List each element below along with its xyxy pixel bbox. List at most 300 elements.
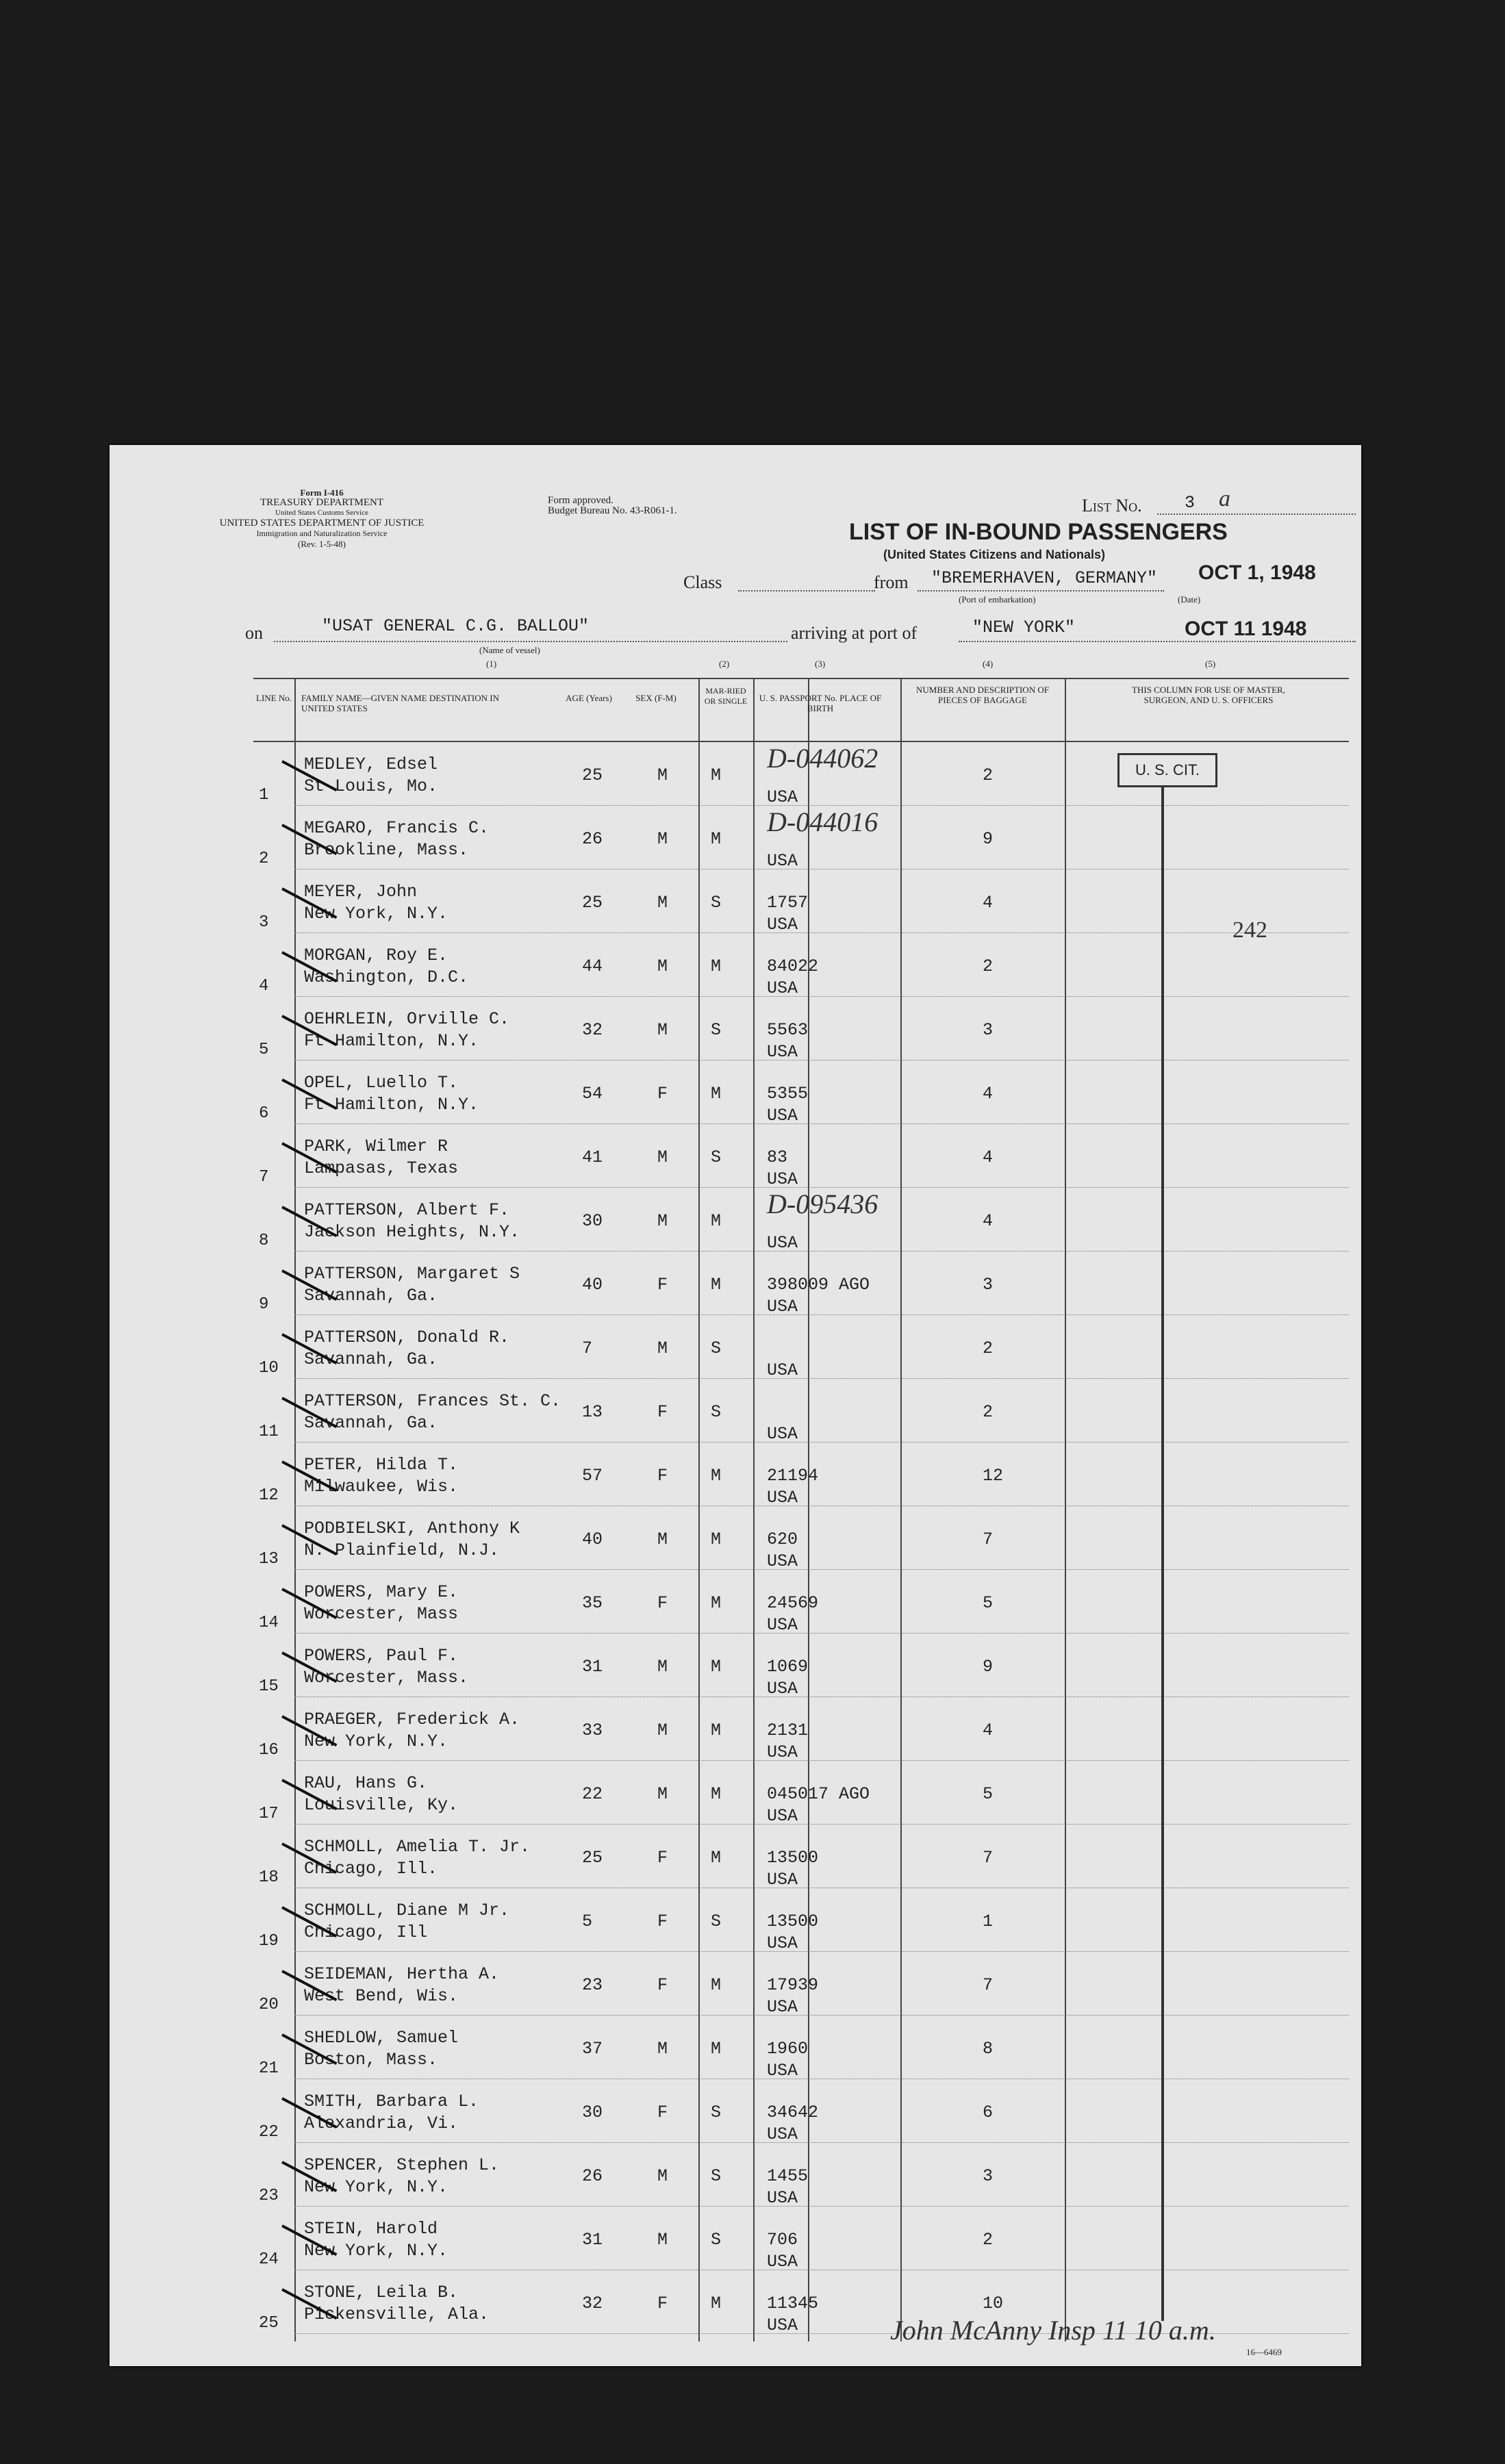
line-number: 18	[259, 1868, 279, 1887]
sex: M	[657, 765, 668, 785]
table-row	[110, 1447, 1306, 1510]
family-name: PATTERSON, Frances St. C.	[304, 1391, 561, 1411]
table-row	[110, 1510, 1306, 1574]
baggage-count: 2	[983, 2230, 994, 2250]
age: 13	[582, 1402, 603, 1422]
row-dotted-rule	[294, 932, 1349, 933]
marital-status: M	[711, 1084, 722, 1104]
sex: F	[657, 1084, 668, 1104]
line-number: 13	[259, 1550, 279, 1568]
line-number: 2	[259, 850, 269, 868]
marital-status: M	[711, 1848, 722, 1868]
age: 25	[582, 893, 603, 913]
age: 54	[582, 1084, 603, 1104]
line-number: 6	[259, 1104, 269, 1123]
table-row	[110, 1892, 1306, 1956]
officer-vertical-mark	[1161, 787, 1164, 2321]
family-name: OPEL, Luello T.	[304, 1073, 459, 1093]
passport-number: 13500	[767, 1848, 819, 1868]
family-name: RAU, Hans G.	[304, 1773, 428, 1793]
passport-number: 21194	[767, 1466, 819, 1486]
family-name: SCHMOLL, Diane M Jr.	[304, 1901, 510, 1920]
place-of-birth: USA	[767, 1933, 798, 1953]
on-label: on	[245, 623, 263, 643]
baggage-count: 2	[983, 1338, 994, 1358]
baggage-count: 1	[983, 1911, 994, 1931]
age: 40	[582, 1529, 603, 1549]
place-of-birth: USA	[767, 1360, 798, 1380]
destination: Savannah, Ga.	[304, 1286, 438, 1306]
age: 25	[582, 765, 603, 785]
family-name: PATTERSON, Albert F.	[304, 1200, 510, 1220]
passport-number: 34642	[767, 2103, 819, 2122]
place-of-birth: USA	[767, 2061, 798, 2081]
place-of-birth: USA	[767, 1169, 798, 1189]
line-number: 3	[259, 913, 269, 932]
line-number: 1	[259, 786, 269, 804]
sex: F	[657, 1275, 668, 1295]
place-of-birth: USA	[767, 2188, 798, 2208]
marital-status: M	[711, 765, 722, 785]
marital-status: M	[711, 1275, 722, 1295]
family-name: MEYER, John	[304, 882, 418, 902]
marital-status: M	[711, 1211, 722, 1231]
place-of-birth: USA	[767, 1488, 798, 1508]
form-number: Form I-416	[300, 487, 344, 498]
row-dotted-rule	[294, 2015, 1349, 2016]
line-number: 20	[259, 1996, 279, 2014]
destination: Brookline, Mass.	[304, 840, 469, 860]
port-embark-caption: (Port of embarkation)	[959, 594, 1036, 605]
baggage-count: 5	[983, 1593, 994, 1613]
row-dotted-rule	[294, 1760, 1349, 1761]
table-row	[110, 937, 1306, 1001]
table-row	[110, 1065, 1306, 1128]
line-number: 7	[259, 1168, 269, 1186]
sex: M	[657, 829, 668, 849]
table-row	[110, 1829, 1306, 1892]
passport-number: 2131	[767, 1720, 809, 1740]
page-subtitle: (United States Citizens and Nationals)	[883, 548, 1106, 561]
family-name: PATTERSON, Donald R.	[304, 1328, 510, 1347]
baggage-count: 9	[983, 1657, 994, 1677]
line-number: 5	[259, 1041, 269, 1059]
table-row	[110, 1956, 1306, 2020]
col-num-5: (5)	[1205, 659, 1216, 669]
row-dotted-rule	[294, 996, 1349, 997]
table-row	[110, 806, 1306, 874]
table-row	[110, 1638, 1306, 1701]
family-name: SEIDEMAN, Hertha A.	[304, 1964, 500, 1984]
list-no-value: 3	[1185, 493, 1196, 513]
table-row	[110, 1256, 1306, 1319]
customs-service: United States Customs Service	[275, 509, 368, 517]
line-number: 12	[259, 1486, 279, 1505]
baggage-count: 4	[983, 1084, 994, 1104]
family-name: SHEDLOW, Samuel	[304, 2028, 459, 2048]
destination: New York, N.Y.	[304, 2241, 448, 2261]
marital-status: M	[711, 1784, 722, 1804]
baggage-count: 7	[983, 1975, 994, 1995]
line-number: 16	[259, 1741, 279, 1760]
destination: Lampasas, Texas	[304, 1158, 459, 1178]
marital-status: M	[711, 2039, 722, 2059]
treasury-department: TREASURY DEPARTMENT	[260, 497, 384, 508]
destination: New York, N.Y.	[304, 904, 448, 924]
destination: West Bend, Wis.	[304, 1986, 459, 2006]
baggage-count: 4	[983, 1147, 994, 1167]
marital-status: S	[711, 2166, 722, 2186]
marital-status: M	[711, 829, 722, 849]
destination: Washington, D.C.	[304, 967, 469, 987]
col-header-name: FAMILY NAME—GIVEN NAME DESTINATION IN UNITED STATES	[301, 693, 500, 713]
age: 23	[582, 1975, 603, 1995]
family-name: MEGARO, Francis C.	[304, 818, 490, 838]
sex: M	[657, 1784, 668, 1804]
destination: New York, N.Y.	[304, 1731, 448, 1751]
col-num-3: (3)	[815, 659, 826, 669]
line-number: 19	[259, 1932, 279, 1951]
family-name: SPENCER, Stephen L.	[304, 2155, 500, 2175]
family-name: PATTERSON, Margaret S	[304, 1264, 520, 1284]
sex: M	[657, 1529, 668, 1549]
age: 32	[582, 2294, 603, 2313]
sex: F	[657, 1975, 668, 1995]
baggage-count: 7	[983, 1529, 994, 1549]
age: 33	[582, 1720, 603, 1740]
form-approved: Form approved.	[548, 495, 614, 506]
place-of-birth: USA	[767, 851, 798, 871]
baggage-count: 12	[983, 1466, 1004, 1486]
place-of-birth: USA	[767, 978, 798, 998]
family-name: OEHRLEIN, Orville C.	[304, 1009, 510, 1029]
sex: M	[657, 1147, 668, 1167]
place-of-birth: USA	[767, 1106, 798, 1126]
destination: Savannah, Ga.	[304, 1349, 438, 1369]
age: 31	[582, 1657, 603, 1677]
handwritten-passport: D-095436	[767, 1189, 878, 1219]
age: 30	[582, 2103, 603, 2122]
revision-date: (Rev. 1-5-48)	[298, 539, 346, 549]
destination: Chicago, Ill.	[304, 1859, 438, 1879]
row-dotted-rule	[294, 1378, 1349, 1379]
table-row	[110, 2083, 1306, 2147]
col-header-married: MAR-RIED OR SINGLE	[704, 686, 748, 706]
sex: F	[657, 2294, 668, 2313]
baggage-count: 6	[983, 2103, 994, 2122]
age: 37	[582, 2039, 603, 2059]
table-row	[110, 2147, 1306, 2211]
marital-status: S	[711, 2103, 722, 2122]
destination: Worcester, Mass	[304, 1604, 459, 1624]
place-of-birth: USA	[767, 1042, 798, 1062]
age: 26	[582, 2166, 603, 2186]
table-row	[110, 874, 1306, 937]
col-header-officers: THIS COLUMN FOR USE OF MASTER, SURGEON, AND U. S. OFFICERS	[1132, 685, 1285, 705]
passport-number: 5563	[767, 1020, 809, 1040]
row-dotted-rule	[294, 1824, 1349, 1825]
col-num-1: (1)	[486, 659, 497, 669]
sex: M	[657, 1020, 668, 1040]
form-agency-block	[219, 487, 425, 549]
sex: F	[657, 1402, 668, 1422]
inspector-signature: John McAnny Insp 11 10 a.m.	[890, 2315, 1216, 2346]
passport-number: 17939	[767, 1975, 819, 1995]
marital-status: S	[711, 893, 722, 913]
marital-status: M	[711, 1657, 722, 1677]
marital-status: M	[711, 1466, 722, 1486]
table-row	[110, 1574, 1306, 1638]
age: 30	[582, 1211, 603, 1231]
destination: Chicago, Ill	[304, 1922, 428, 1942]
marital-status: M	[711, 1720, 722, 1740]
from-label: from	[874, 572, 909, 592]
marital-status: S	[711, 2230, 722, 2250]
baggage-count: 3	[983, 1275, 994, 1295]
marital-status: S	[711, 1402, 722, 1422]
col-header-line: LINE No.	[256, 693, 292, 703]
family-name: PRAEGER, Frederick A.	[304, 1710, 520, 1729]
passport-number: 1069	[767, 1657, 809, 1677]
baggage-count: 9	[983, 829, 994, 849]
line-number: 21	[259, 2059, 279, 2078]
place-of-birth: USA	[767, 1297, 798, 1317]
place-of-birth: USA	[767, 1424, 798, 1444]
place-of-birth: USA	[767, 1870, 798, 1890]
family-name: PETER, Hilda T.	[304, 1455, 459, 1475]
manifest-page	[110, 445, 1361, 2366]
table-row	[110, 2211, 1306, 2274]
table-row	[110, 1701, 1306, 1765]
line-number: 15	[259, 1677, 279, 1696]
place-of-birth: USA	[767, 787, 798, 807]
place-of-birth: USA	[767, 1997, 798, 2017]
family-name: SMITH, Barbara L.	[304, 2092, 479, 2111]
list-no-label: List No.	[1082, 496, 1142, 516]
family-name: PODBIELSKI, Anthony K	[304, 1519, 520, 1538]
family-name: POWERS, Paul F.	[304, 1646, 459, 1666]
age: 5	[582, 1911, 593, 1931]
marital-status: S	[711, 1911, 722, 1931]
baggage-count: 7	[983, 1848, 994, 1868]
marital-status: S	[711, 1020, 722, 1040]
family-name: MEDLEY, Edsel	[304, 754, 438, 774]
sex: M	[657, 2166, 668, 2186]
place-of-birth: USA	[767, 1806, 798, 1826]
table-row	[110, 1001, 1306, 1065]
line-number: 11	[259, 1423, 279, 1441]
line-number: 4	[259, 977, 269, 995]
passport-number: 84022	[767, 956, 819, 976]
date-caption: (Date)	[1178, 594, 1201, 605]
baggage-count: 4	[983, 1211, 994, 1231]
baggage-count: 10	[983, 2294, 1004, 2313]
sex: F	[657, 1466, 668, 1486]
age: 22	[582, 1784, 603, 1804]
immigration-service: Immigration and Naturalization Service	[256, 529, 388, 538]
family-name: STONE, Leila B.	[304, 2283, 459, 2302]
baggage-count: 2	[983, 765, 994, 785]
passport-number: 398009 AGO	[767, 1275, 870, 1295]
marital-status: M	[711, 956, 722, 976]
row-dotted-rule	[294, 1951, 1349, 1952]
passport-number: 83	[767, 1147, 788, 1167]
baggage-count: 4	[983, 1720, 994, 1740]
row-dotted-rule	[294, 2206, 1349, 2207]
family-name: MORGAN, Roy E.	[304, 945, 448, 965]
destination: Milwaukee, Wis.	[304, 1477, 459, 1497]
sex: F	[657, 2103, 668, 2122]
family-name: SCHMOLL, Amelia T. Jr.	[304, 1837, 531, 1857]
family-name: STEIN, Harold	[304, 2219, 438, 2239]
port-of-embarkation: "BREMERHAVEN, GERMANY"	[931, 568, 1158, 588]
place-of-birth: USA	[767, 1551, 798, 1571]
destination: N. Plainfield, N.J.	[304, 1540, 500, 1560]
sex: F	[657, 1911, 668, 1931]
age: 7	[582, 1338, 593, 1358]
age: 35	[582, 1593, 603, 1613]
marital-status: S	[711, 1147, 722, 1167]
destination: St Louis, Mo.	[304, 776, 438, 796]
table-row	[110, 1765, 1306, 1829]
family-name: POWERS, Mary E.	[304, 1582, 459, 1602]
row-dotted-rule	[294, 1314, 1349, 1315]
sex: M	[657, 1720, 668, 1740]
baggage-count: 3	[983, 2166, 994, 2186]
justice-department: UNITED STATES DEPARTMENT OF JUSTICE	[219, 518, 425, 529]
passport-number: 5355	[767, 1084, 809, 1104]
sex: M	[657, 956, 668, 976]
table-row	[110, 1319, 1306, 1383]
row-dotted-rule	[294, 1569, 1349, 1570]
baggage-count: 3	[983, 1020, 994, 1040]
sex: M	[657, 1211, 668, 1231]
vessel-name: "USAT GENERAL C.G. BALLOU"	[322, 616, 590, 636]
passport-number: 1960	[767, 2039, 809, 2059]
sex: M	[657, 1657, 668, 1677]
age: 32	[582, 1020, 603, 1040]
handwritten-passport: D-044016	[767, 806, 878, 837]
age: 25	[582, 1848, 603, 1868]
line-number: 22	[259, 2123, 279, 2142]
table-row	[110, 1189, 1306, 1256]
row-dotted-rule	[294, 1251, 1349, 1252]
table-row	[110, 1383, 1306, 1447]
age: 57	[582, 1466, 603, 1486]
passport-number: 11345	[767, 2294, 819, 2313]
age: 41	[582, 1147, 603, 1167]
baggage-count: 2	[983, 956, 994, 976]
line-number: 17	[259, 1805, 279, 1823]
place-of-birth: USA	[767, 915, 798, 935]
handwritten-passport: D-044062	[767, 743, 878, 774]
family-name: PARK, Wilmer R	[304, 1136, 448, 1156]
age: 26	[582, 829, 603, 849]
line-number: 14	[259, 1614, 279, 1632]
marital-status: M	[711, 1529, 722, 1549]
table-row	[110, 1128, 1306, 1192]
form-code: 16—6469	[1246, 2347, 1282, 2357]
row-dotted-rule	[294, 2142, 1349, 2143]
list-no-handwritten: a	[1219, 486, 1230, 511]
passport-number: 13500	[767, 1911, 819, 1931]
passport-number: 1757	[767, 893, 809, 913]
row-dotted-rule	[294, 1442, 1349, 1443]
budget-bureau: Budget Bureau No. 43-R061-1.	[548, 505, 677, 516]
destination: Ft Hamilton, N.Y.	[304, 1095, 479, 1115]
row-dotted-rule	[294, 1123, 1349, 1124]
destination: Alexandria, Vi.	[304, 2113, 459, 2133]
vessel-caption: (Name of vessel)	[479, 645, 540, 655]
passport-number: 620	[767, 1529, 798, 1549]
row-dotted-rule	[294, 1633, 1349, 1634]
marital-status: M	[711, 2294, 722, 2313]
us-citizen-stamp-text: U. S. CIT.	[1135, 761, 1200, 778]
sex: F	[657, 1848, 668, 1868]
passport-number: 1455	[767, 2166, 809, 2186]
passport-number: 24569	[767, 1593, 819, 1613]
place-of-birth: USA	[767, 1615, 798, 1635]
age: 44	[582, 956, 603, 976]
arriving-label: arriving at port of	[791, 623, 918, 643]
destination: Jackson Heights, N.Y.	[304, 1222, 520, 1242]
marital-status: M	[711, 1975, 722, 1995]
marital-status: M	[711, 1593, 722, 1613]
destination: Boston, Mass.	[304, 2050, 438, 2070]
passenger-list	[110, 743, 1361, 2348]
place-of-birth: USA	[767, 1742, 798, 1762]
arrival-port: "NEW YORK"	[972, 618, 1076, 637]
place-of-birth: USA	[767, 1679, 798, 1699]
col-num-4: (4)	[983, 659, 994, 669]
sex: M	[657, 2039, 668, 2059]
baggage-count: 2	[983, 1402, 994, 1422]
place-of-birth: USA	[767, 2252, 798, 2272]
age: 40	[582, 1275, 603, 1295]
col-header-sex: SEX (F-M)	[635, 693, 676, 703]
sex: M	[657, 2230, 668, 2250]
margin-number: 242	[1232, 917, 1267, 943]
place-of-birth: USA	[767, 1233, 798, 1253]
page-title: LIST OF IN-BOUND PASSENGERS	[849, 519, 1228, 545]
budget-block	[548, 496, 677, 516]
place-of-birth: USA	[767, 2315, 798, 2335]
line-number: 8	[259, 1232, 269, 1250]
age: 31	[582, 2230, 603, 2250]
arrival-date: OCT 11 1948	[1185, 618, 1307, 640]
us-citizen-stamp	[1117, 753, 1217, 787]
col-header-baggage: NUMBER AND DESCRIPTION OF PIECES OF BAGGAGE	[916, 685, 1049, 705]
marital-status: S	[711, 1338, 722, 1358]
destination: New York, N.Y.	[304, 2177, 448, 2197]
place-of-birth: USA	[767, 2124, 798, 2144]
line-number: 9	[259, 1295, 269, 1314]
destination: Pickensville, Ala.	[304, 2304, 490, 2324]
passport-number: 045017 AGO	[767, 1784, 870, 1804]
table-row	[110, 2020, 1306, 2083]
sex: F	[657, 1593, 668, 1613]
sex: M	[657, 1338, 668, 1358]
destination: Worcester, Mass.	[304, 1668, 469, 1688]
line-number: 10	[259, 1359, 279, 1377]
destination: Ft Hamilton, N.Y.	[304, 1031, 479, 1051]
destination: Savannah, Ga.	[304, 1413, 438, 1433]
col-header-passport: U. S. PASSPORT No. PLACE OF BIRTH	[759, 693, 882, 713]
departure-date: OCT 1, 1948	[1198, 561, 1316, 584]
passport-number: 706	[767, 2230, 798, 2250]
baggage-count: 5	[983, 1784, 994, 1804]
baggage-count: 4	[983, 893, 994, 913]
